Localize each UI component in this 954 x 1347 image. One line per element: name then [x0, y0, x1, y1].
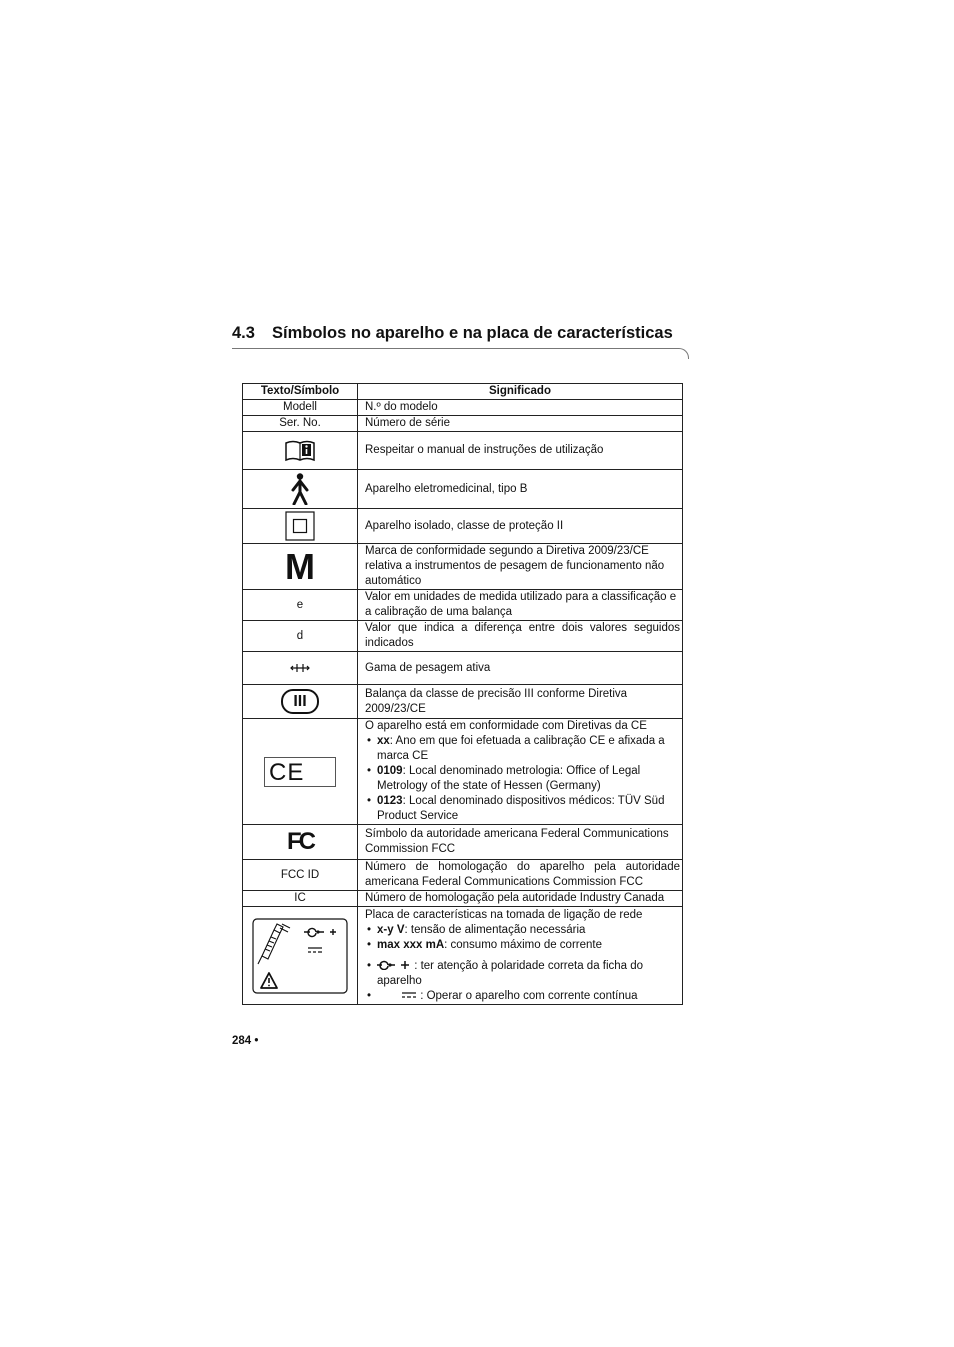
polarity-icon: [377, 960, 411, 970]
meaning-text: N.º do modelo: [358, 400, 683, 416]
list-item: • : Operar o aparelho com corrente contínua: [365, 989, 680, 1004]
table-row: [243, 544, 683, 590]
symbol-text: e: [243, 590, 358, 621]
direct-current-icon: [401, 991, 417, 999]
metrology-m-icon: M: [285, 545, 315, 587]
meaning-text: Símbolo da autoridade americana Federal Communications Commission FCC: [358, 825, 683, 860]
header-symbol: Texto/Símbolo: [243, 384, 358, 400]
active-weighing-range-icon: [290, 663, 310, 673]
meaning-text: Marca de conformidade segundo a Diretiva 2009/23/CE relativa a instrumentos de pesagem de funcionamento não automático: [358, 544, 683, 590]
symbol-text: FCC ID: [243, 860, 358, 891]
list-item: • : ter atenção à polaridade correta da ficha do aparelho: [365, 959, 680, 989]
fcc-logo-icon: FC: [287, 828, 313, 855]
table-row: [243, 685, 683, 719]
table-row: [243, 432, 683, 470]
list-item: • x-y V: tensão de alimentação necessária: [365, 923, 680, 938]
table-row: [243, 621, 683, 652]
section-title: Símbolos no aparelho e na placa de características: [272, 324, 673, 342]
list-item: • 0109: Local denominado metrologia: Office of Legal Metrology of the state of Hessen (Germany): [365, 764, 680, 794]
table-row: [243, 860, 683, 891]
meaning-text: Número de série: [358, 416, 683, 432]
meaning-text: Número de homologação pela autoridade Industry Canada: [358, 891, 683, 907]
page-number: 284 •: [232, 1035, 259, 1047]
list-item: • xx: Ano em que foi efetuada a calibração CE e afixada a marca CE: [365, 734, 680, 764]
table-row: [243, 416, 683, 432]
symbol-text: Ser. No.: [243, 416, 358, 432]
table-row: [243, 509, 683, 544]
table-row: [243, 400, 683, 416]
meaning-text: Valor que indica a diferença entre dois valores seguidos indicados: [358, 621, 683, 652]
section-heading: [232, 324, 673, 343]
table-row: [243, 590, 683, 621]
meaning-text: Aparelho isolado, classe de proteção II: [358, 509, 683, 544]
table-row: [243, 891, 683, 907]
accuracy-class-iii-icon: III: [281, 689, 319, 714]
table-header-row: [243, 384, 683, 400]
bullet-list: [365, 923, 680, 1004]
meaning-text: Balança da classe de precisão III conforme Diretiva 2009/23/CE: [358, 685, 683, 719]
section-number: 4.3: [232, 324, 255, 342]
meaning-text: Valor em unidades de medida utilizado para a classificação e a calibração de uma balança: [358, 590, 683, 621]
type-b-body-icon: [289, 473, 311, 505]
table-row: [243, 470, 683, 509]
table-row: [243, 719, 683, 825]
heading-rule: [232, 348, 689, 359]
bullet-list: [365, 734, 680, 824]
meaning-text: Gama de pesagem ativa: [358, 652, 683, 685]
symbols-table: [242, 383, 683, 1005]
symbol-text: IC: [243, 891, 358, 907]
power-plug-label-icon: [252, 918, 348, 994]
protection-class-ii-icon: [285, 511, 315, 541]
symbol-text: Modell: [243, 400, 358, 416]
meaning-text: O aparelho está em conformidade com Diretivas da CE: [365, 720, 647, 732]
table-row: [243, 907, 683, 1005]
list-item: • 0123: Local denominado dispositivos médicos: TÜV Süd Product Service: [365, 794, 680, 824]
meaning-text: Número de homologação do aparelho pela autoridade americana Federal Communications Commission FCC: [358, 860, 683, 891]
instruction-manual-icon: [284, 440, 316, 462]
ce-mark-icon: CE: [264, 757, 336, 787]
table-row: [243, 825, 683, 860]
table-row: [243, 652, 683, 685]
meaning-text: Placa de características na tomada de ligação de rede: [365, 908, 643, 921]
list-item: • max xxx mA: consumo máximo de corrente: [365, 938, 680, 953]
meaning-text: Aparelho eletromedicinal, tipo B: [358, 470, 683, 509]
symbol-text: d: [243, 621, 358, 652]
meaning-text: Respeitar o manual de instruções de utilização: [358, 432, 683, 470]
header-meaning: Significado: [358, 384, 683, 400]
